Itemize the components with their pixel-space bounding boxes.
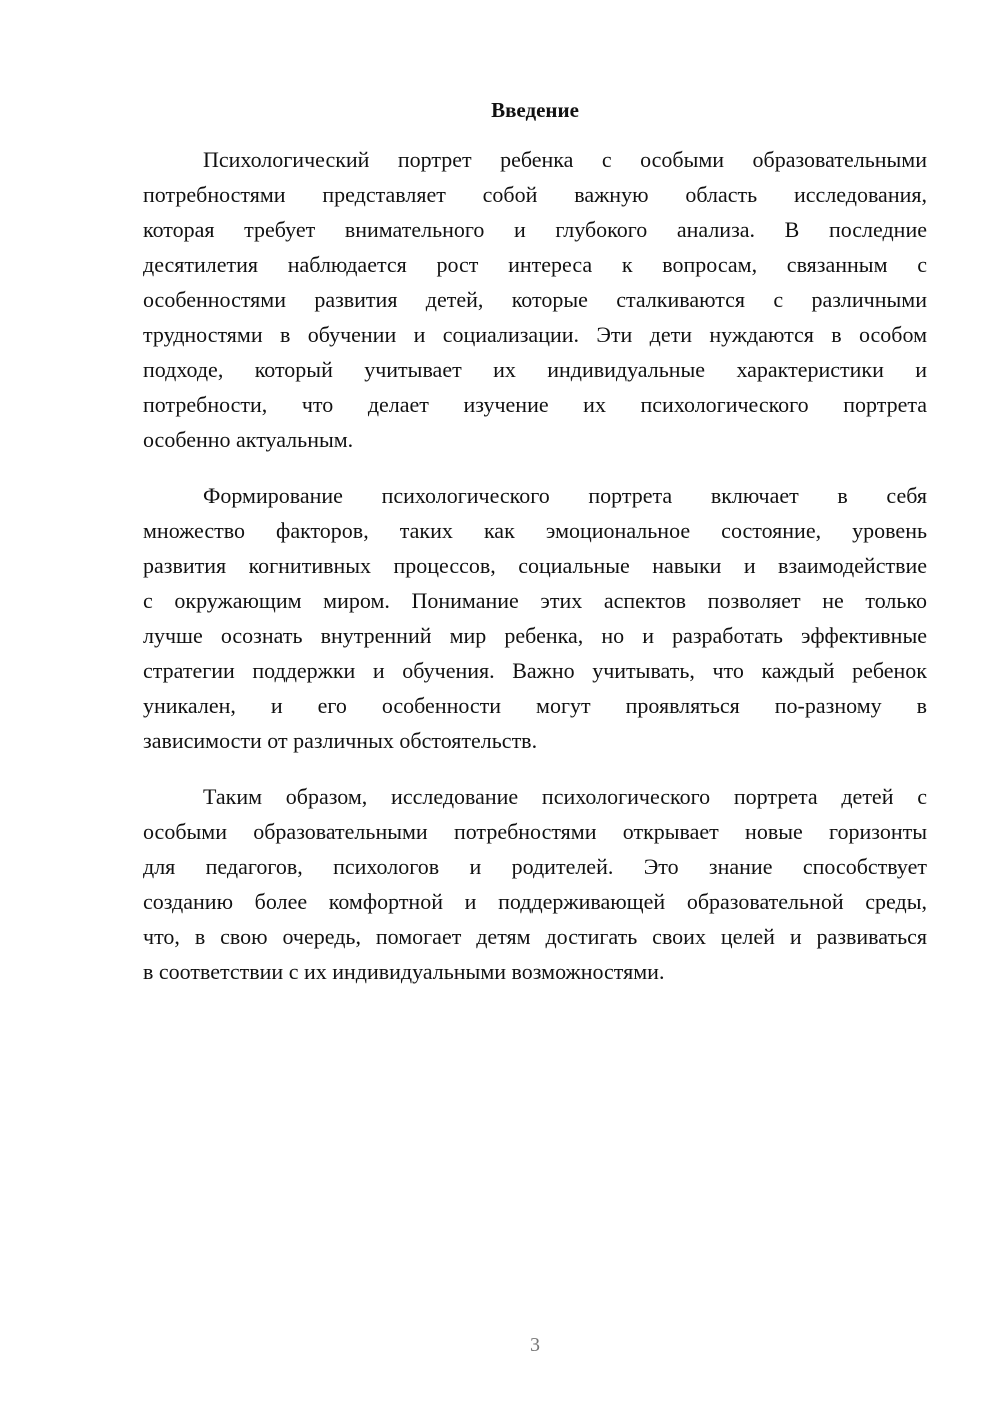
text-line: трудностями в обучении и социализации. Эти дети нуждаются в особом — [143, 322, 927, 347]
page-number: 3 — [530, 1334, 540, 1356]
text-line: созданию более комфортной и поддерживающей образовательной среды, — [143, 889, 927, 914]
text-line: стратегии поддержки и обучения. Важно учитывать, что каждый ребенок — [143, 658, 927, 683]
document-body — [143, 142, 927, 1010]
text-line: с окружающим миром. Понимание этих аспектов позволяет не только — [143, 588, 927, 613]
text-line: подходе, который учитывает их индивидуальные характеристики и — [143, 357, 927, 382]
text-line: потребностями представляет собой важную область исследования, — [143, 182, 927, 207]
paragraph — [143, 478, 927, 758]
text-line: зависимости от различных обстоятельств. — [143, 728, 538, 753]
text-line: Таким образом, исследование психологического портрета детей с — [203, 784, 927, 809]
text-line: потребности, что делает изучение их психологического портрета — [143, 392, 927, 417]
text-line: особенно актуальным. — [143, 427, 354, 452]
paragraph — [143, 142, 927, 457]
text-line: Формирование психологического портрета включает в себя — [203, 483, 927, 508]
text-line: для педагогов, психологов и родителей. Это знание способствует — [143, 854, 927, 879]
text-line: развития когнитивных процессов, социальные навыки и взаимодействие — [143, 553, 927, 578]
text-line: что, в свою очередь, помогает детям достигать своих целей и развиваться — [143, 924, 927, 949]
text-line: особенностями развития детей, которые сталкиваются с различными — [143, 287, 927, 312]
section-title: Введение — [491, 98, 579, 122]
text-line: лучше осознать внутренний мир ребенка, но и разработать эффективные — [143, 623, 927, 648]
text-line: десятилетия наблюдается рост интереса к вопросам, связанным с — [143, 252, 927, 277]
text-line: которая требует внимательного и глубокого анализа. В последние — [143, 217, 927, 242]
paragraph — [143, 779, 927, 989]
text-line: множество факторов, таких как эмоциональное состояние, уровень — [143, 518, 927, 543]
text-line: в соответствии с их индивидуальными возможностями. — [143, 959, 665, 984]
text-line: особыми образовательными потребностями открывает новые горизонты — [143, 819, 927, 844]
text-line: уникален, и его особенности могут проявляться по-разному в — [143, 693, 927, 718]
text-line: Психологический портрет ребенка с особыми образовательными — [203, 147, 927, 172]
